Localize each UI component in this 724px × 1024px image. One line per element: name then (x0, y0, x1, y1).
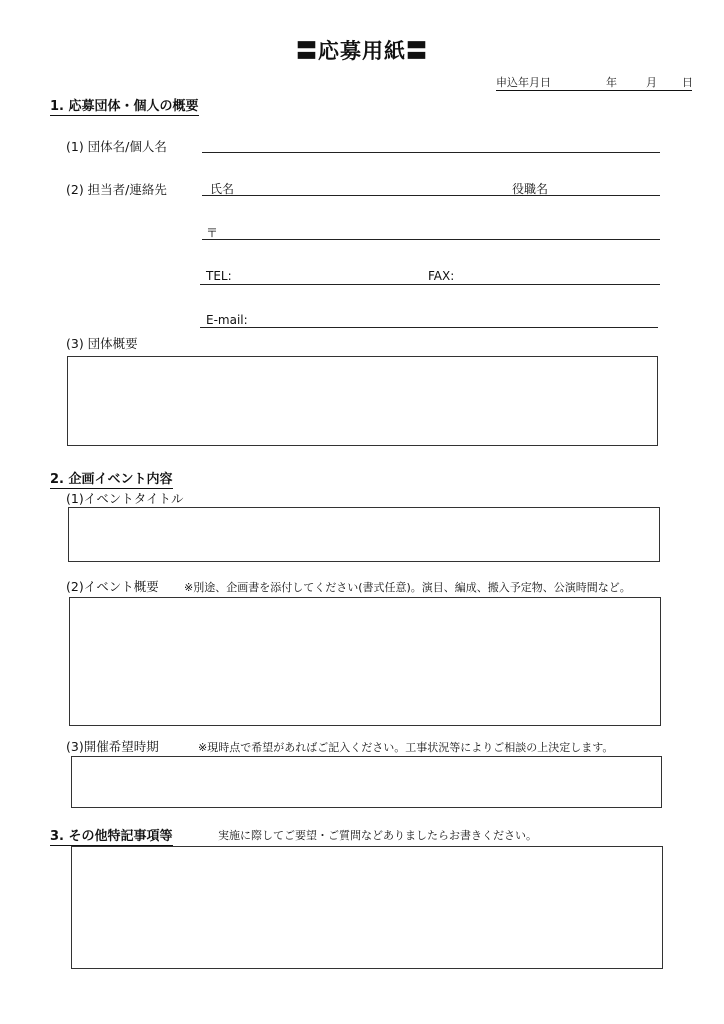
organization-name-label: (1) 団体名/個人名 (66, 139, 167, 154)
section2-heading: 2. 企画イベント内容 (50, 468, 173, 489)
event-summary-box[interactable] (69, 597, 661, 726)
address-field[interactable] (202, 239, 660, 240)
position-label: 役職名 (512, 182, 549, 196)
day-label: 日 (682, 76, 693, 89)
form-title: 〓応募用紙〓 (296, 39, 428, 63)
application-date-field[interactable] (496, 74, 692, 91)
year-label: 年 (606, 76, 617, 89)
event-summary-note: ※別途、企画書を添付してください(書式任意)。演目、編成、搬入予定物、公演時間など。 (184, 581, 631, 594)
event-title-label: (1)イベントタイトル (66, 491, 184, 506)
month-label: 月 (646, 76, 657, 89)
organization-summary-label: (3) 団体概要 (66, 336, 138, 351)
event-title-box[interactable] (68, 507, 660, 562)
section1-heading: 1. 応募団体・個人の概要 (50, 95, 199, 116)
organization-summary-box[interactable] (67, 356, 658, 446)
event-summary-label: (2)イベント概要 (66, 579, 159, 594)
preferred-period-label: (3)開催希望時期 (66, 739, 159, 754)
contact-label: (2) 担当者/連絡先 (66, 182, 167, 197)
section3-note: 実施に際してご要望・ご質問などありましたらお書きください。 (218, 829, 537, 842)
email-label: E-mail: (206, 313, 248, 327)
name-label: 氏名 (210, 182, 235, 196)
email-field[interactable] (200, 327, 658, 328)
preferred-period-box[interactable] (71, 756, 662, 808)
other-notes-box[interactable] (71, 846, 663, 969)
fax-label: FAX: (428, 269, 455, 283)
preferred-period-note: ※現時点で希望があればご記入ください。工事状況等によりご相談の上決定します。 (198, 741, 614, 754)
tel-fax-field[interactable] (200, 284, 660, 285)
section3-heading: 3. その他特記事項等 (50, 825, 173, 846)
tel-label: TEL: (206, 269, 232, 283)
organization-name-field[interactable] (202, 152, 660, 153)
name-position-field[interactable] (202, 195, 660, 196)
application-date-label: 申込年月日 (496, 76, 551, 89)
postal-mark: 〒 (206, 226, 219, 240)
